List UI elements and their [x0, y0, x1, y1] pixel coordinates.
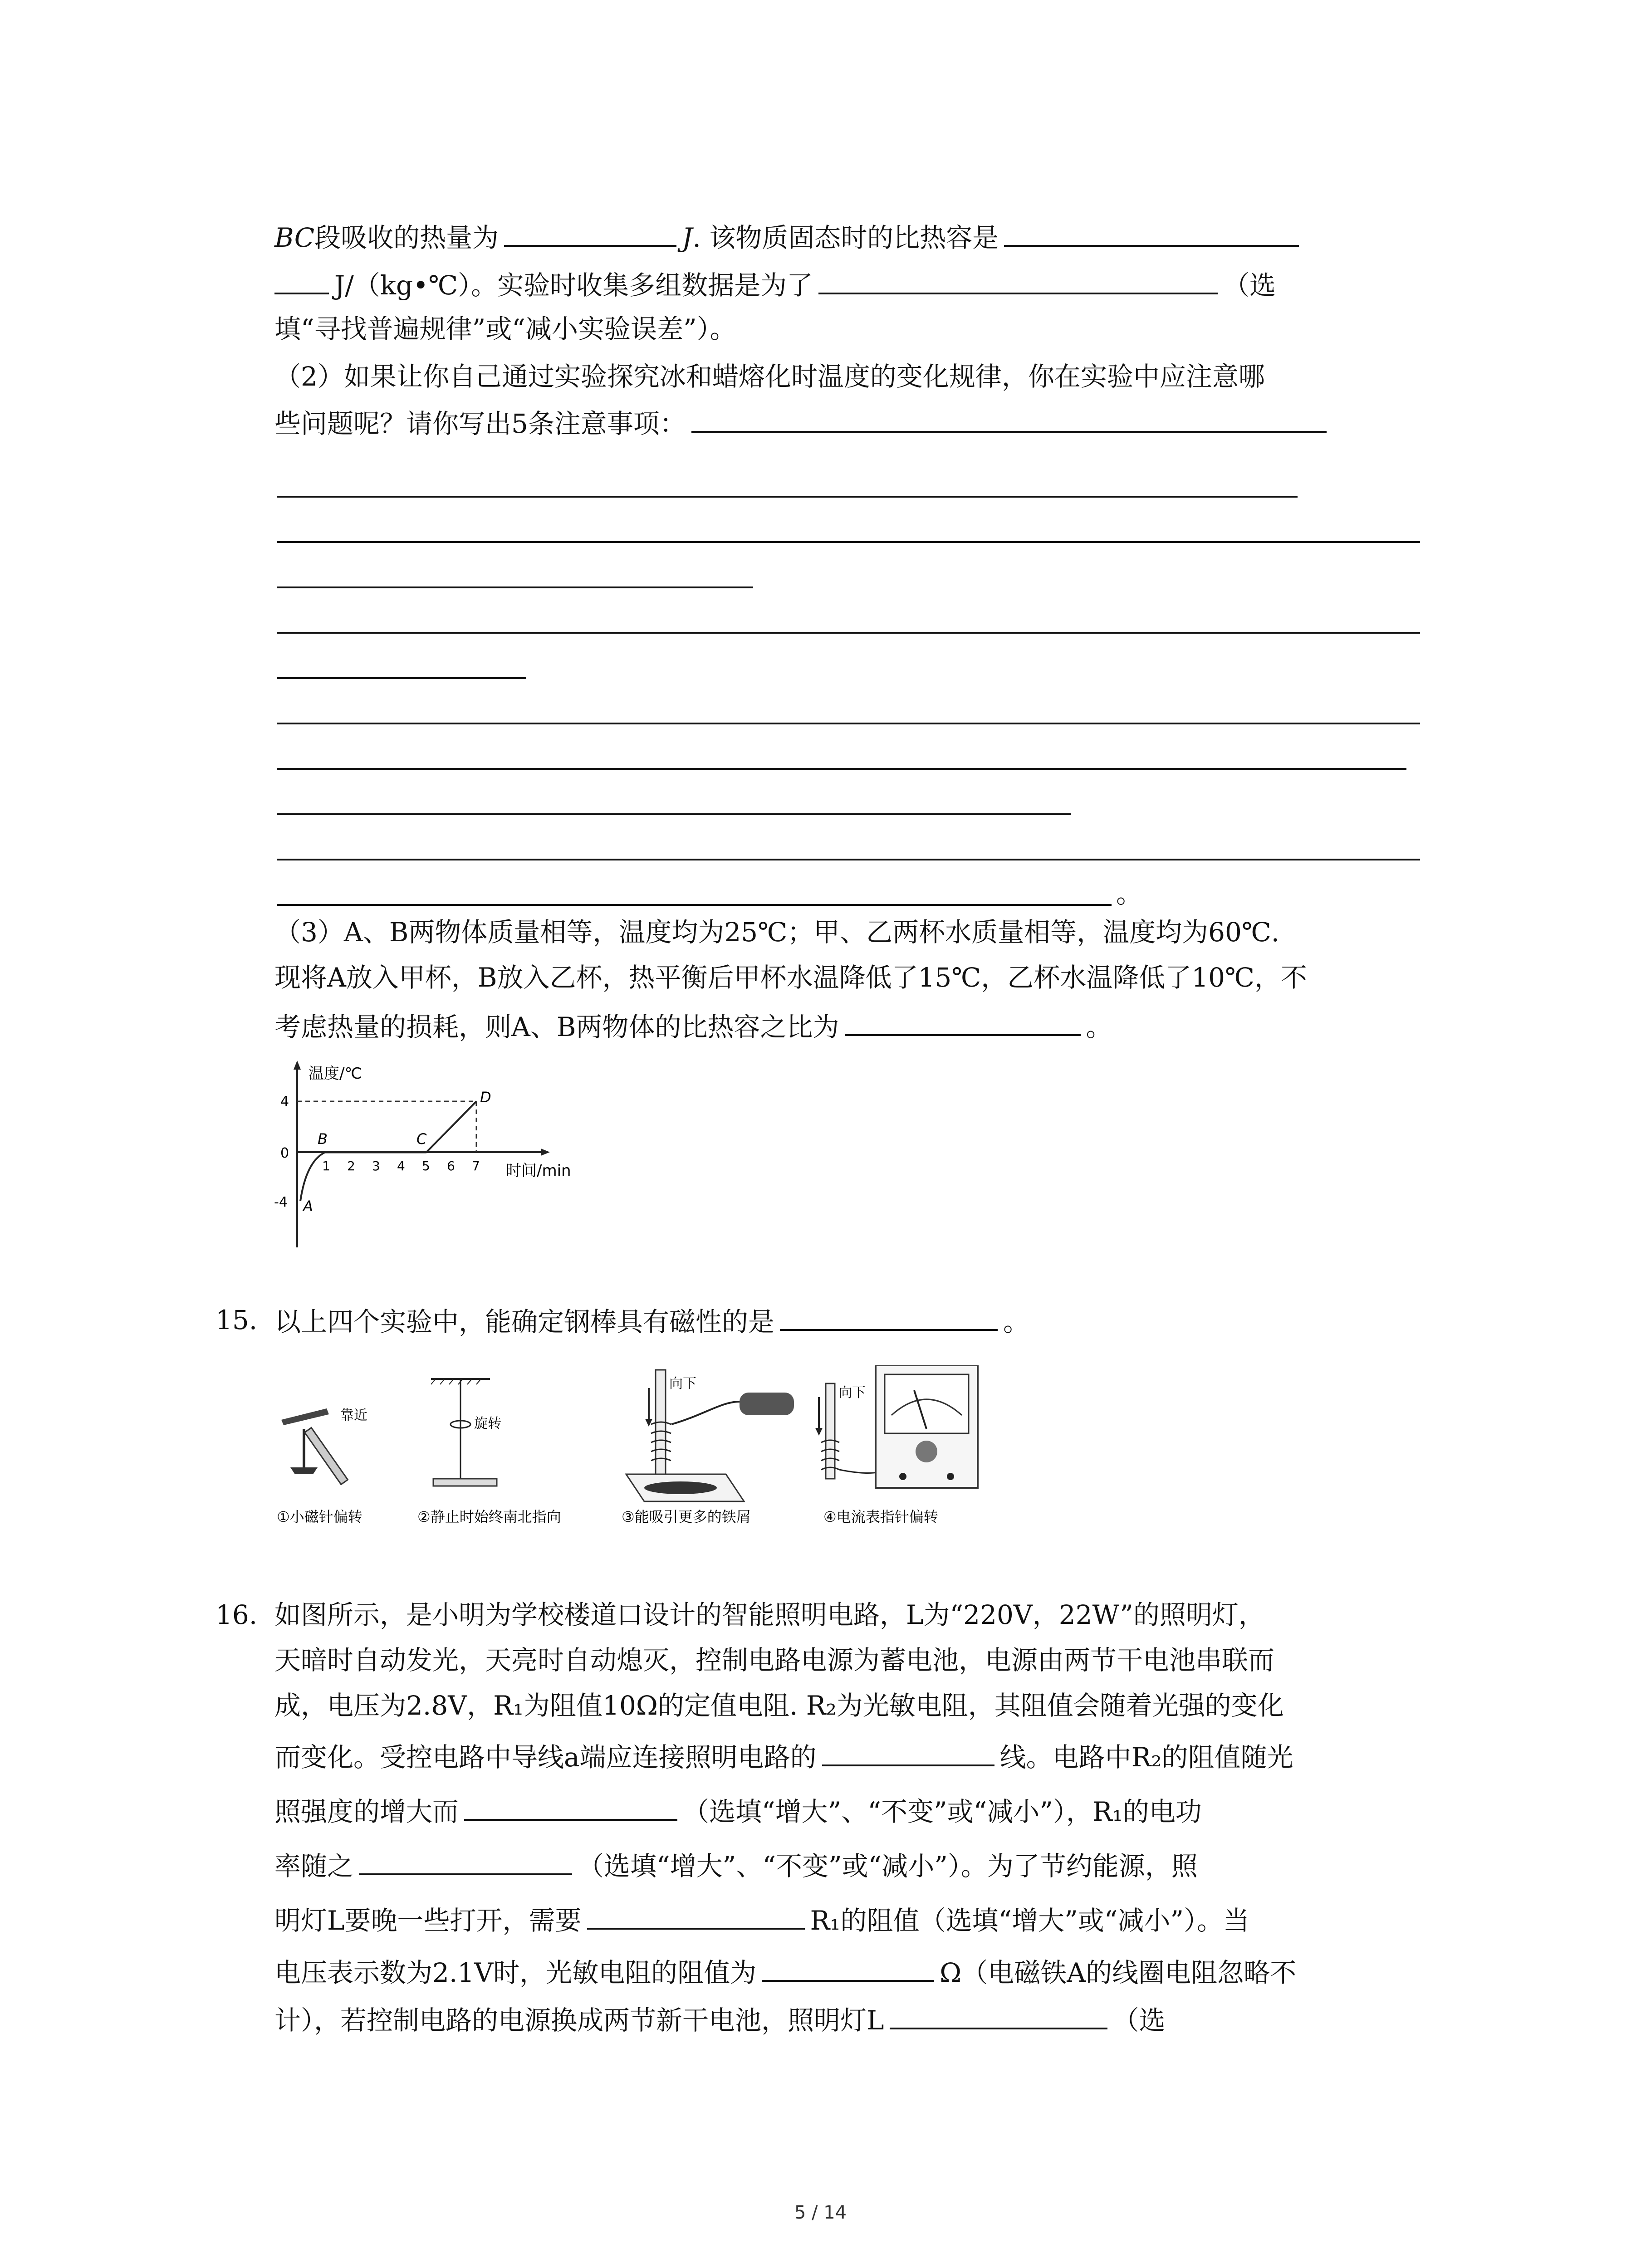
answer-blank-r1-adjust[interactable]	[587, 1901, 805, 1930]
q16-number: 16.	[216, 1599, 258, 1630]
answer-blank-specific-heat[interactable]	[1004, 218, 1299, 247]
q16-line4	[274, 1737, 1293, 1775]
x-tick-label: 6	[447, 1158, 455, 1173]
q14-part3-line2: 现将A放入甲杯，B放入乙杯，热平衡后甲杯水温降低了15℃，乙杯水温降低了10℃，不	[274, 962, 1307, 993]
unit-j: J	[682, 222, 693, 253]
q14-part2-line2-text: 些问题呢？请你写出5条注意事项：	[274, 408, 686, 439]
y-axis-arrow	[294, 1061, 301, 1070]
q14-line1-text-b: . 该物质固态时的比热容是	[692, 222, 999, 253]
q16-line2: 天暗时自动发光，天亮时自动熄灭，控制电路电源为蓄电池，电源由两节干电池串联而	[274, 1645, 1275, 1676]
q16-line5-a: 照强度的增大而	[274, 1796, 459, 1827]
q15-figures	[272, 1365, 980, 1538]
point-a-label: A	[303, 1198, 313, 1215]
x-tick-label: 7	[472, 1158, 480, 1173]
q16-line1: 如图所示，是小明为学校楼道口设计的智能照明电路，L为“220V，22W”的照明灯，	[274, 1599, 1265, 1630]
figure-suspended-bar	[431, 1379, 501, 1486]
point-d-label: D	[480, 1089, 491, 1106]
x-axis-arrow	[541, 1149, 550, 1156]
q14-line2-text: J/（kg•℃）。实验时收集多组数据是为了	[334, 270, 813, 301]
q16-line7-a: 明灯L要晚一些打开，需要	[274, 1905, 582, 1936]
figure-galvanometer	[815, 1365, 978, 1488]
answer-blank-purpose[interactable]	[818, 265, 1218, 294]
point-b-label: B	[318, 1130, 328, 1148]
q16-line7-b: R₁的阻值（选填“增大”或“减小”）。当	[810, 1905, 1250, 1936]
q14-line1	[274, 218, 1304, 256]
q16-line8-b: Ω（电磁铁A的线圈电阻忽略不	[940, 1957, 1297, 1988]
q16-line6	[274, 1846, 1198, 1884]
q14-line2-tail: （选	[1223, 270, 1276, 301]
answer-blank-heat[interactable]	[504, 218, 676, 247]
q14-part2-line1: （2）如果让你自己通过实验探究冰和蜡熔化时温度的变化规律，你在实验中应注意哪	[274, 361, 1265, 392]
q16-line7	[274, 1901, 1249, 1939]
answer-rule[interactable]	[277, 496, 1298, 498]
answer-blank-resistance[interactable]	[762, 1953, 934, 1982]
answer-rule[interactable]	[277, 632, 1420, 634]
caption-4: ④电流表指针偏转	[823, 1508, 938, 1525]
answer-blank-lamp[interactable]	[890, 2000, 1107, 2029]
q16-line9	[274, 2000, 1166, 2038]
q16-line3: 成，电压为2.8V，R₁为阻值10Ω的定值电阻. R₂为光敏电阻，其阻值会随着光强的变化	[274, 1690, 1284, 1721]
page-number: 5 / 14	[794, 2202, 847, 2223]
caption-2: ②静止时始终南北指向	[417, 1508, 561, 1525]
figure-compass	[281, 1408, 367, 1485]
q16-line8	[274, 1953, 1296, 1991]
q15-end: 。	[1003, 1306, 1030, 1337]
x-tick-label: 3	[372, 1158, 380, 1173]
q16-line5	[274, 1792, 1202, 1830]
q16-line9-b: （选	[1112, 2005, 1166, 2036]
q14-line1-text-a: 段吸收的热量为	[314, 222, 499, 253]
q16-line8-a: 电压表示数为2.1V时，光敏电阻的阻值为	[274, 1957, 757, 1988]
x-tick-label: 4	[397, 1158, 405, 1173]
q14-part3-end: 。	[1086, 1012, 1112, 1042]
answer-blank-specific-heat-cont[interactable]	[274, 265, 329, 294]
x-tick-label: 2	[347, 1158, 355, 1173]
x-tick-label: 1	[322, 1158, 330, 1173]
answer-blank-q15[interactable]	[780, 1302, 998, 1331]
label-xiangxia-2: 向下	[838, 1385, 866, 1401]
segment-c-d	[426, 1101, 476, 1152]
answer-rule[interactable]	[277, 904, 1112, 906]
answer-rule[interactable]	[277, 723, 1420, 724]
q15-number: 15.	[216, 1305, 258, 1335]
label-kaojin: 靠近	[340, 1408, 367, 1423]
label-xiangxia-1: 向下	[669, 1376, 696, 1392]
answer-blank-notes-1[interactable]	[691, 404, 1327, 433]
answer-blank-r2-trend[interactable]	[464, 1792, 677, 1821]
temperature-graph	[272, 1057, 599, 1252]
answer-rule[interactable]	[277, 541, 1420, 543]
q14-part3-line3-text: 考虑热量的损耗，则A、B两物体的比热容之比为	[274, 1012, 839, 1042]
y-axis-label: 温度/℃	[309, 1065, 362, 1083]
figure-iron-filings	[626, 1370, 794, 1501]
q16-line4-b: 线。电路中R₂的阻值随光	[999, 1742, 1293, 1773]
q14-part3-line1: （3）A、B两物体质量相等，温度均为25℃；甲、乙两杯水质量相等，温度均为60℃.	[274, 917, 1280, 948]
y-tick-label: -4	[274, 1194, 288, 1210]
q14-part3-line3	[274, 1007, 1112, 1045]
answer-rule[interactable]	[277, 768, 1406, 770]
answer-blank-r1-power[interactable]	[359, 1846, 572, 1875]
q15-line	[274, 1302, 1029, 1340]
q15-text: 以上四个实验中，能确定钢棒具有磁性的是	[274, 1306, 775, 1337]
answer-blank-wire[interactable]	[822, 1737, 994, 1766]
caption-1: ①小磁针偏转	[277, 1508, 362, 1525]
q14-line2	[274, 265, 1276, 303]
bc-label: BC	[274, 222, 315, 253]
caption-3: ③能吸引更多的铁屑	[622, 1508, 751, 1525]
answer-rule[interactable]	[277, 587, 753, 588]
q16-line5-b: （选填“增大”、“不变”或“减小”），R₁的电功	[683, 1796, 1202, 1827]
answer-rule[interactable]	[277, 677, 526, 679]
answer-rule[interactable]	[277, 813, 1071, 815]
q16-line6-b: （选填“增大”、“不变”或“减小”）。为了节约能源，照	[578, 1851, 1198, 1882]
q14-part2-line2	[274, 404, 1332, 442]
x-tick-label: 5	[422, 1158, 430, 1173]
point-c-label: C	[416, 1130, 427, 1148]
q16-line9-a: 计），若控制电路的电源换成两节新干电池，照明灯L	[274, 2005, 884, 2036]
label-xuanzhuan: 旋转	[474, 1416, 501, 1432]
answer-blank-ratio[interactable]	[845, 1007, 1081, 1036]
y-tick-label: 4	[280, 1094, 289, 1110]
q16-line4-a: 而变化。受控电路中导线a端应连接照明电路的	[274, 1742, 817, 1773]
q14-line3: 填“寻找普遍规律”或“减小实验误差”）。	[274, 313, 736, 344]
q16-line6-a: 率随之	[274, 1851, 354, 1882]
x-axis-label: 时间/min	[506, 1162, 571, 1180]
y-tick-label: 0	[280, 1145, 289, 1161]
notes-period: 。	[1116, 878, 1143, 909]
answer-rule[interactable]	[277, 859, 1420, 860]
curve-a-b	[300, 1152, 325, 1201]
